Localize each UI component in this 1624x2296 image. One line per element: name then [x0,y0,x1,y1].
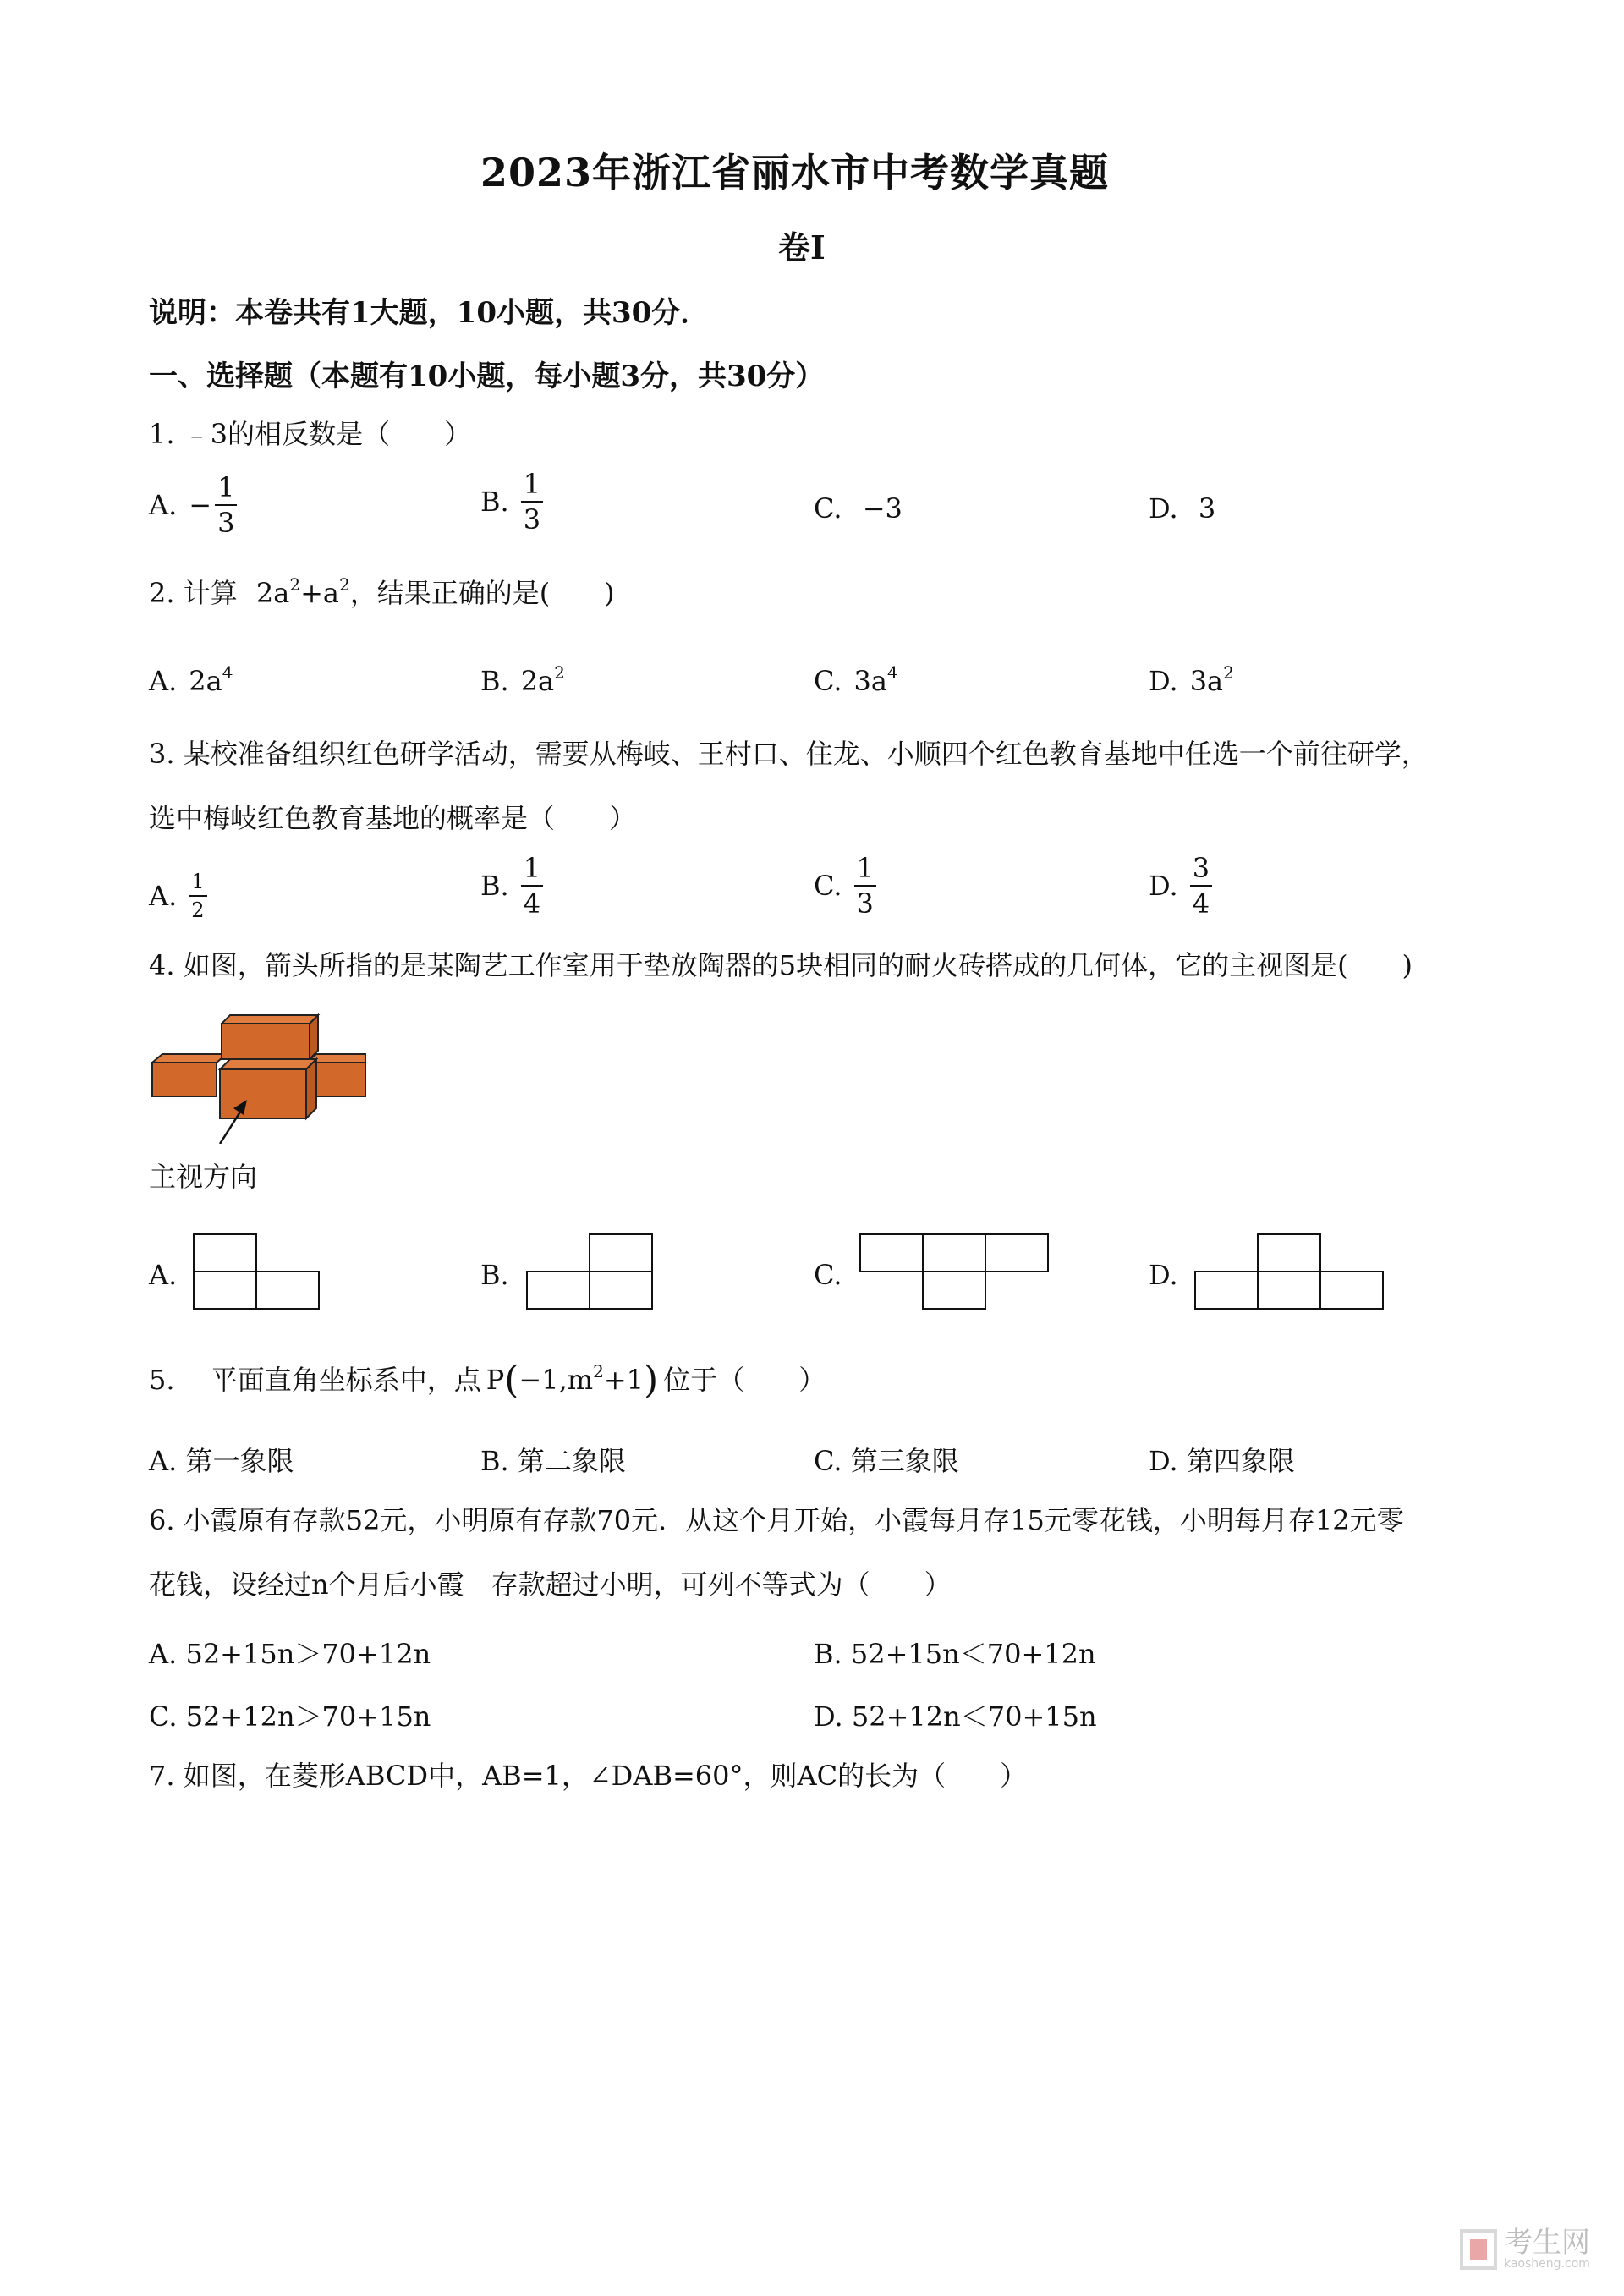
brick-top-top [222,1015,318,1024]
q3-stem-line1: 3. 某校准备组织红色研学活动，需要从梅岐、王村口、住龙、小顺四个红色教育基地中任选一个前往研学， [149,738,1429,770]
page-title: 2023年浙江省丽水市中考数学真题 [480,150,1110,195]
q1-stem: 1. ﹣3的相反数是（ ） [149,418,472,450]
q7-stem: 7. 如图，在菱形ABCD中，AB=1，∠DAB=60°，则AC的长为（ ） [149,1760,1028,1792]
q4-option-c-label: C. [814,1259,842,1291]
watermark [1460,2228,1590,2271]
brick-front-top [220,1059,316,1069]
q6-option-c: C. 52+12n＞70+15n [149,1700,431,1733]
q1-a-sign: − [189,489,212,521]
watermark-text: 考生网 [1504,2226,1590,2260]
q1-d-value: 3 [1198,492,1216,525]
instructions: 说明：本卷共有1大题，10小题，共30分． [149,296,710,330]
q5-option-a: A. 第一象限 [149,1445,294,1477]
q1-c-value: −3 [862,492,903,525]
q1-b-fraction: $\frac{1}{3}$ [521,470,543,533]
q6-option-a: A. 52+15n＞70+12n [149,1638,431,1670]
q1-a-label: A. [149,489,178,521]
q1-option-d [1149,492,1215,525]
q3-stem-line2: 选中梅岐红色教育基地的概率是（ ） [149,802,637,834]
q1-a-fraction: $\frac{1}{3}$ [215,474,237,536]
q2-stem: 2. 计算 $2a^2+a^2$，结果正确的是( ) [149,574,615,609]
q1-option-a [149,471,240,539]
q6-option-d: D. 52+12n＜70+15n [814,1700,1097,1733]
q5-option-d: D. 第四象限 [1149,1445,1295,1477]
q1-option-c [814,492,903,525]
q2-option-c: C. $3a^4$ [814,662,898,697]
q3-a-fraction: $\frac{1}{2}$ [189,871,206,920]
brick-top-front [222,1024,310,1059]
q3-d-fraction: $\frac{3}{4}$ [1190,854,1212,917]
q3-b-fraction: $\frac{1}{4}$ [521,854,543,917]
q3-c-fraction: $\frac{1}{3}$ [854,854,876,917]
q2-option-a: A. $2a^4$ [149,662,233,697]
watermark-url: kaosheng.com [1504,2257,1590,2271]
q4-brick-figure [149,1008,377,1144]
q6-stem-line1: 6. 小霞原有存款52元，小明原有存款70元．从这个月开始，小霞每月存15元零花钱，小明每月存12元零 [149,1504,1404,1536]
brick-front-front [220,1069,306,1118]
q4-option-d-label: D. [1149,1259,1178,1291]
section-title: 一、选择题（本题有10小题，每小题3分，共30分） [149,360,825,393]
q4-figure-caption: 主视方向 [149,1161,258,1193]
watermark-logo-icon [1460,2229,1497,2270]
q1-c-label: C. [814,492,842,525]
q2-option-b: B. $2a^2$ [480,662,565,697]
q6-stem-line2: 花钱，设经过n个月后小霞 存款超过小明，可列不等式为（ ） [149,1568,952,1601]
q5-stem: 5. 平面直角坐标系中，点 $P(-1,m^2+1)$ 位于（ ） [149,1359,826,1402]
q3-option-d: D. $\frac{3}{4}$ [1149,854,1215,917]
q6-option-b: B. 52+15n＜70+12n [814,1638,1096,1670]
q1-d-label: D. [1149,492,1178,525]
brick-back-left-front [152,1063,217,1096]
q1-b-label: B. [480,486,509,518]
q5-option-b: B. 第二象限 [480,1445,626,1477]
q5-option-c: C. 第三象限 [814,1445,959,1477]
q2-option-d: D. $3a^2$ [1149,662,1234,697]
q3-option-c: C. $\frac{1}{3}$ [814,854,880,917]
brick-top-side [310,1015,318,1059]
q4-stem: 4. 如图，箭头所指的是某陶艺工作室用于垫放陶器的5块相同的耐火砖搭成的几何体，它的主视图是( ) [149,949,1413,981]
q1-option-b [480,468,546,536]
q3-option-b: B. $\frac{1}{4}$ [480,854,546,917]
q4-option-b-label: B. [480,1259,509,1291]
q3-option-a: A. $\frac{1}{2}$ [149,871,211,920]
volume-label: 卷Ⅰ [778,228,826,266]
q4-option-a-label: A. [149,1259,178,1291]
brick-front-side [306,1059,316,1118]
brick-back-left-top [152,1054,227,1063]
